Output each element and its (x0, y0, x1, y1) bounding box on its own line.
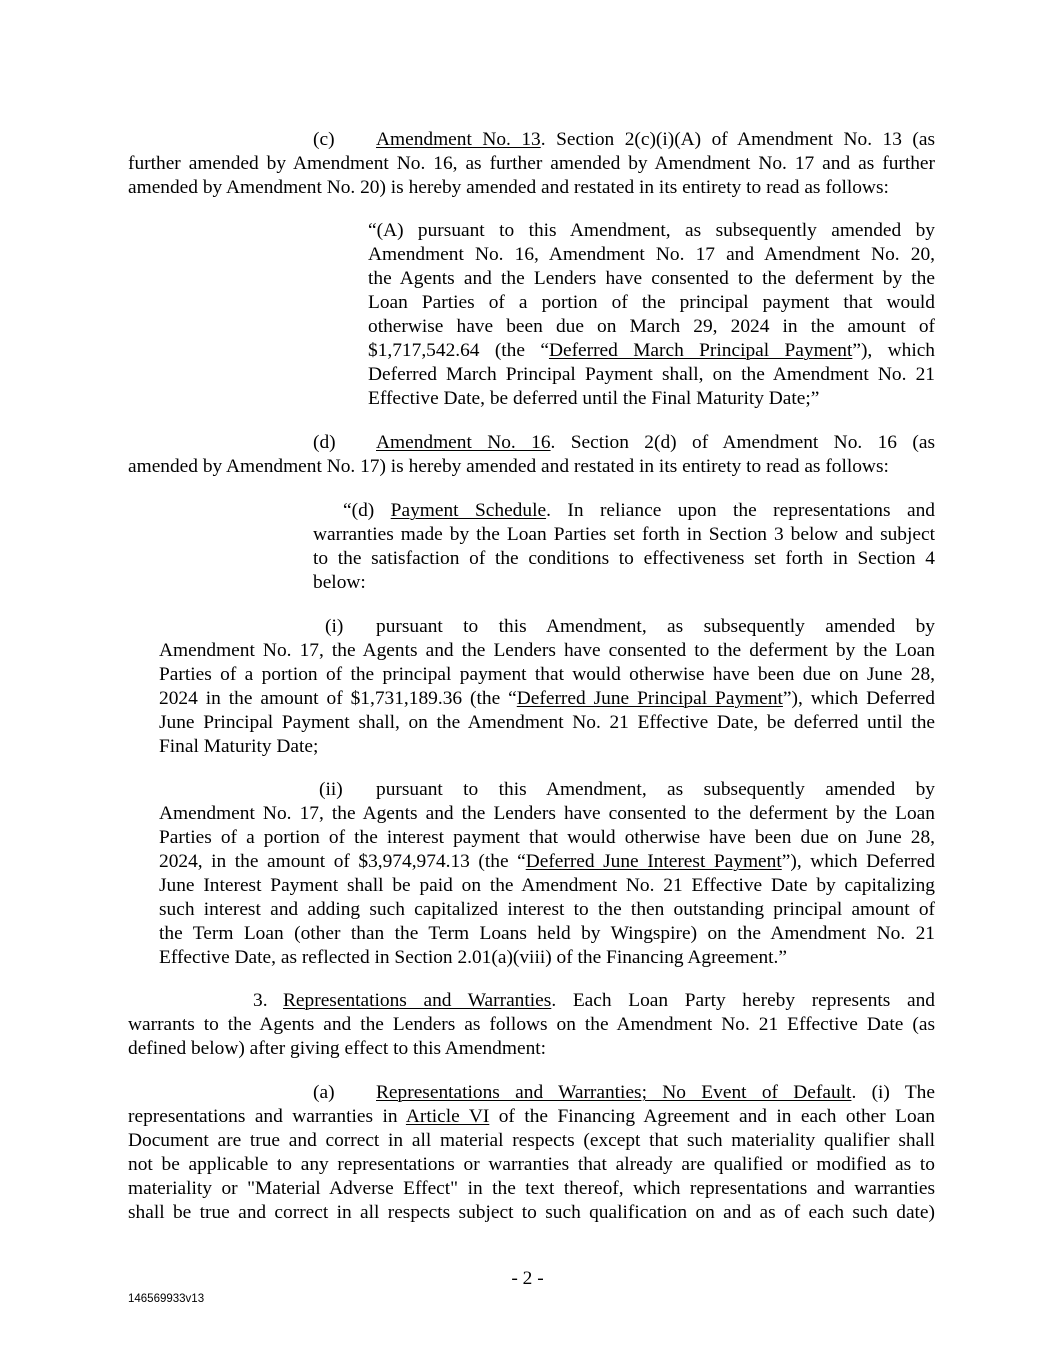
quote-a-line-2: Amendment No. 16, Amendment No. 17 and Amendment No. 20, (368, 244, 935, 265)
item-ii-line-3: Parties of a portion of the interest payment that would otherwise have been due on June 28, (159, 827, 935, 848)
document-id: 146569933v13 (128, 1293, 205, 1305)
section-3-line-3: defined below) after giving effect to this Amendment: (128, 1038, 547, 1059)
item-ii-line-1: pursuant to this Amendment, as subsequently amended by (376, 779, 935, 800)
defined-term-deferred-june-principal-payment: Deferred June Principal Payment (516, 688, 783, 709)
page-number: - 2 - (511, 1268, 544, 1289)
section-3a-line-4: not be applicable to any representations or warranties that already are qualified or modified as to (128, 1154, 935, 1175)
defined-term-payment-schedule: Payment Schedule (390, 500, 547, 521)
quote-d-line-4: below: (313, 572, 366, 593)
section-3-number: 3. (253, 990, 268, 1011)
quote-d-line-2: warranties made by the Loan Parties set forth in Section 3 below and subject (313, 524, 935, 545)
item-ii-line-2: Amendment No. 17, the Agents and the Lenders have consented to the deferment by the Loan (159, 803, 935, 824)
section-3a-line-5: materiality or "Material Adverse Effect" in the text thereof, which representations and warranties (128, 1178, 935, 1199)
item-i-line-1: pursuant to this Amendment, as subsequently amended by (376, 616, 935, 637)
paragraph-c-label: (c) (313, 129, 335, 150)
section-3-line-2: warrants to the Agents and the Lenders as follows on the Amendment No. 21 Effective Date (as (128, 1014, 935, 1035)
quote-a-line-7: Deferred March Principal Payment shall, on the Amendment No. 21 (368, 364, 935, 385)
reference-article-vi: Article VI (405, 1106, 490, 1127)
quote-a-line-1: “(A) pursuant to this Amendment, as subsequently amended by (368, 220, 935, 241)
quote-d-line-1: “(d) Payment Schedule. In reliance upon the representations and (343, 500, 935, 521)
defined-term-deferred-march-principal-payment: Deferred March Principal Payment (548, 340, 853, 361)
paragraph-d-label: (d) (313, 432, 336, 453)
paragraph-c-line-1: Amendment No. 13. Section 2(c)(i)(A) of Amendment No. 13 (as (376, 129, 935, 150)
item-i-line-3: Parties of a portion of the principal payment that would otherwise have been due on June 28, (159, 664, 935, 685)
paragraph-c-line-2: further amended by Amendment No. 16, as further amended by Amendment No. 17 and as further (128, 153, 935, 174)
quote-a-line-3: the Agents and the Lenders have consented to the deferment by the (368, 268, 935, 289)
paragraph-d-heading: Amendment No. 16 (376, 432, 551, 453)
item-ii-label: (ii) (319, 779, 343, 800)
item-ii-line-4: 2024, in the amount of $3,974,974.13 (the “Deferred June Interest Payment”), which Deferred (159, 851, 936, 872)
paragraph-c-heading: Amendment No. 13 (376, 129, 541, 150)
item-i-line-2: Amendment No. 17, the Agents and the Lenders have consented to the deferment by the Loan (159, 640, 935, 661)
quote-d-line-3: to the satisfaction of the conditions to effectiveness set forth in Section 4 (313, 548, 935, 569)
item-i-line-6: Final Maturity Date; (159, 736, 319, 757)
paragraph-d-line-2: amended by Amendment No. 17) is hereby amended and restated in its entirety to read as follows: (128, 456, 889, 477)
paragraph-c-line-3: amended by Amendment No. 20) is hereby amended and restated in its entirety to read as follows: (128, 177, 889, 198)
item-ii-line-6: such interest and adding such capitalized interest to the then outstanding principal amount of (159, 899, 935, 920)
section-3a-heading: Representations and Warranties; No Event of Default (376, 1082, 852, 1103)
item-i-label: (i) (325, 616, 344, 637)
section-3a-line-6: shall be true and correct in all respects subject to such qualification on and as of each such date) (128, 1202, 935, 1223)
item-i-line-5: June Principal Payment shall, on the Amendment No. 21 Effective Date, be deferred until the (159, 712, 935, 733)
item-ii-line-5: June Interest Payment shall be paid on the Amendment No. 21 Effective Date by capitalizing (159, 875, 935, 896)
section-3a-label: (a) (313, 1082, 335, 1103)
quote-a-line-8: Effective Date, be deferred until the Final Maturity Date;” (368, 388, 820, 409)
section-3a-line-3: Document are true and correct in all material respects (except that such materiality qualifier shall (128, 1130, 935, 1151)
item-ii-line-7: the Term Loan (other than the Term Loans held by Wingspire) on the Amendment No. 21 (159, 923, 935, 944)
item-i-line-4: 2024 in the amount of $1,731,189.36 (the “Deferred June Principal Payment”), which Deferred (159, 688, 936, 709)
quote-a-line-6: $1,717,542.64 (the “Deferred March Principal Payment”), which (368, 340, 936, 361)
item-ii-line-8: Effective Date, as reflected in Section 2.01(a)(viii) of the Financing Agreement.” (159, 947, 787, 968)
quote-a-line-5: otherwise have been due on March 29, 2024 in the amount of (368, 316, 935, 337)
paragraph-d-line-1: Amendment No. 16. Section 2(d) of Amendment No. 16 (as (376, 432, 935, 453)
section-3-line-1: Representations and Warranties. Each Loan Party hereby represents and (283, 990, 935, 1011)
section-3a-line-2: representations and warranties in Article VI of the Financing Agreement and in each other Loan (128, 1106, 936, 1127)
section-3-heading: Representations and Warranties (283, 990, 552, 1011)
quote-a-line-4: Loan Parties of a portion of the principal payment that would (368, 292, 935, 313)
section-3a-line-1: Representations and Warranties; No Event of Default. (i) The (376, 1082, 935, 1103)
defined-term-deferred-june-interest-payment: Deferred June Interest Payment (525, 851, 782, 872)
